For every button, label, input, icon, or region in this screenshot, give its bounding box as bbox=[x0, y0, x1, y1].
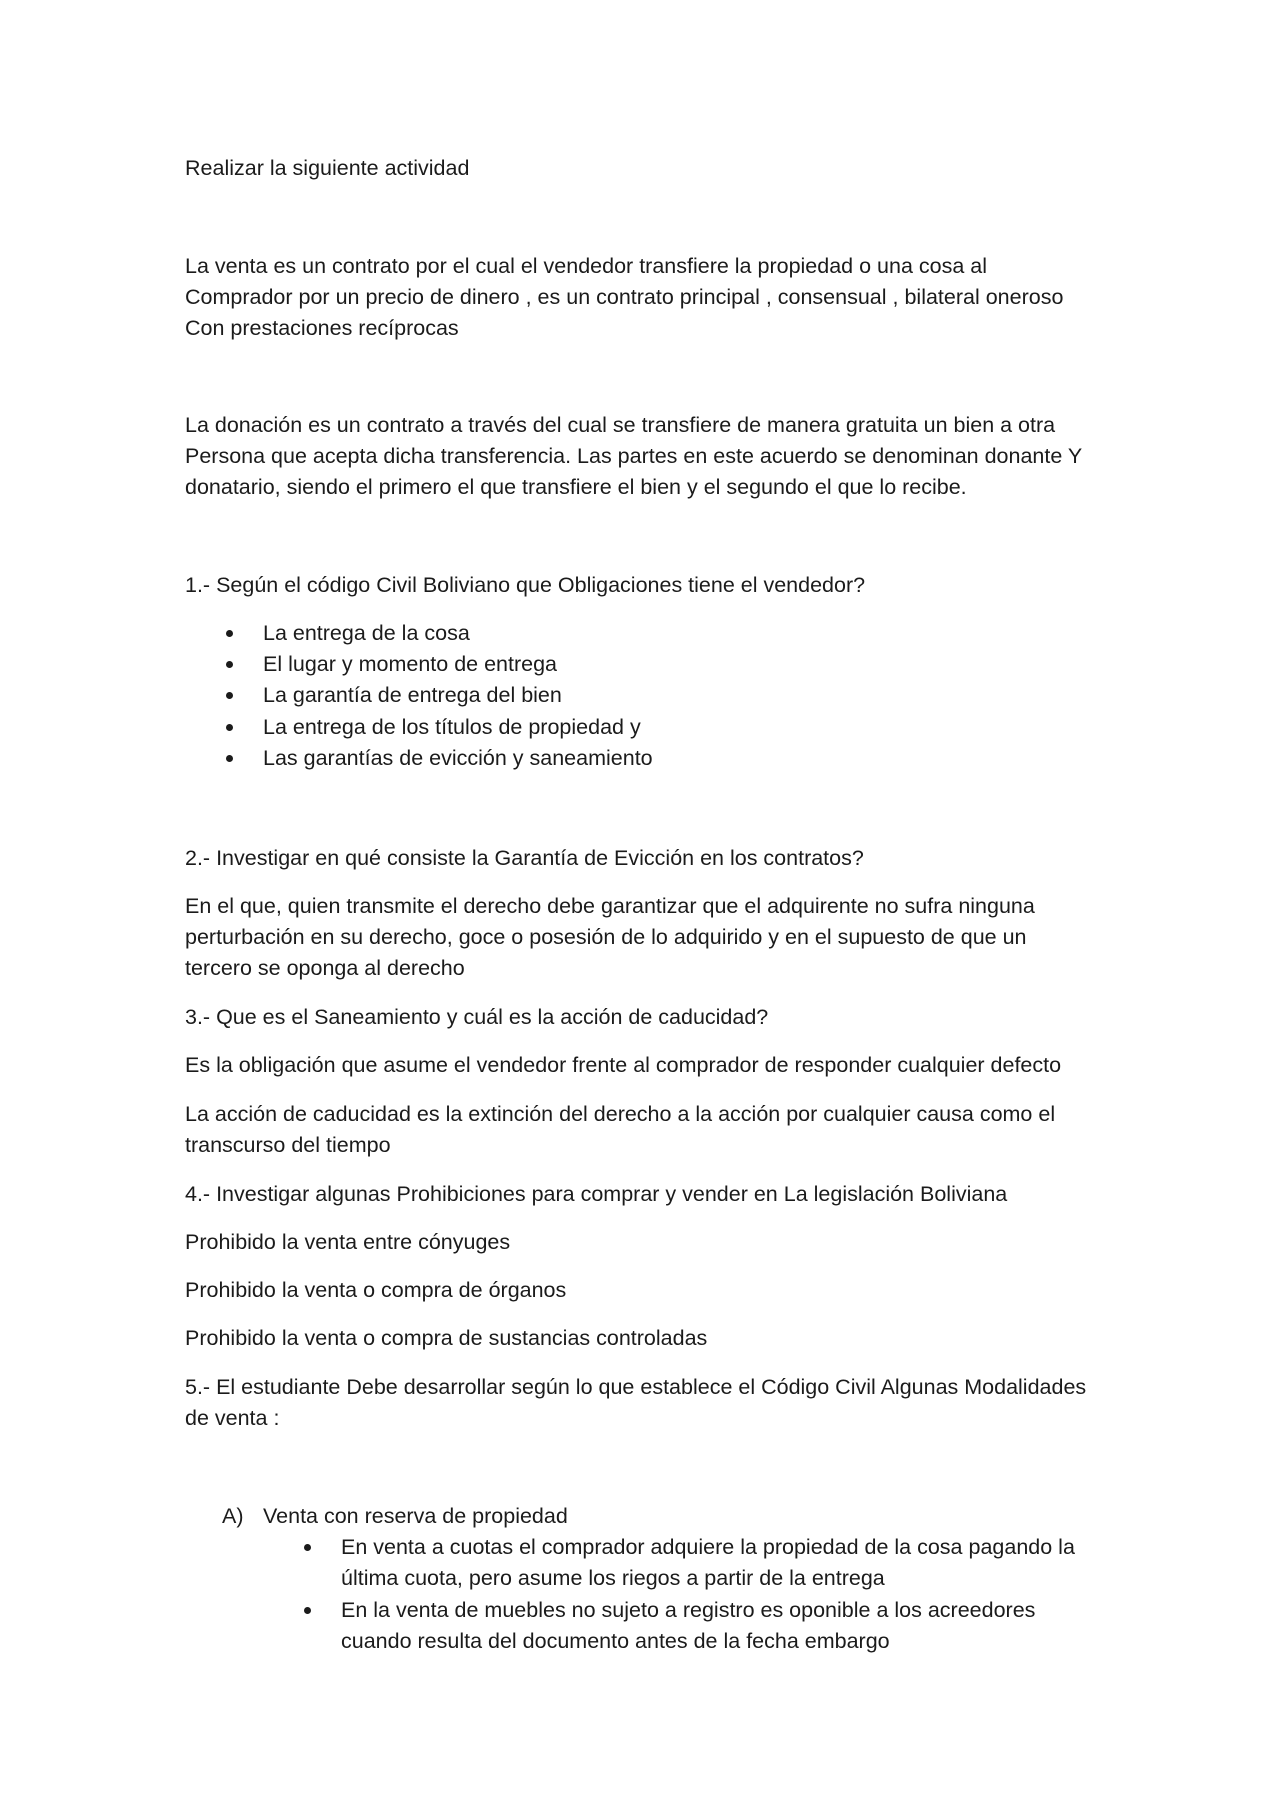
list-item-text: cuando resulta del documento antes de la fecha embargo bbox=[341, 1629, 890, 1653]
list-item-text: El lugar y momento de entrega bbox=[263, 652, 557, 676]
q3-answer-2-line-2: transcurso del tiempo bbox=[185, 1133, 391, 1157]
bullet-icon bbox=[304, 1607, 311, 1614]
q4-answer-3: Prohibido la venta o compra de sustancias controladas bbox=[185, 1326, 708, 1350]
document-heading: Realizar la siguiente actividad bbox=[185, 156, 470, 180]
q3-answer-2-line-1: La acción de caducidad es la extinción del derecho a la acción por cualquier causa como el bbox=[185, 1102, 1056, 1126]
list-item-text: La entrega de los títulos de propiedad y bbox=[263, 715, 641, 739]
donacion-line-1: La donación es un contrato a través del cual se transfiere de manera gratuita un bien a otra bbox=[185, 413, 1056, 437]
bullet-icon bbox=[226, 755, 233, 762]
venta-line-1: La venta es un contrato por el cual el vendedor transfiere la propiedad o una cosa al bbox=[185, 254, 987, 278]
bullet-icon bbox=[226, 724, 233, 731]
question-5-line-2: de venta : bbox=[185, 1406, 280, 1430]
bullet-icon bbox=[226, 630, 233, 637]
item-a-marker: A) bbox=[222, 1504, 244, 1528]
venta-line-2: Comprador por un precio de dinero , es un contrato principal , consensual , bilateral oneroso bbox=[185, 285, 1064, 309]
q4-answer-2: Prohibido la venta o compra de órganos bbox=[185, 1278, 567, 1302]
q2-answer-line-1: En el que, quien transmite el derecho debe garantizar que el adquirente no sufra ninguna bbox=[185, 894, 1035, 918]
venta-line-3: Con prestaciones recíprocas bbox=[185, 316, 459, 340]
list-item-text: En la venta de muebles no sujeto a registro es oponible a los acreedores bbox=[341, 1598, 1036, 1622]
q2-answer-line-3: tercero se oponga al derecho bbox=[185, 956, 465, 980]
bullet-icon bbox=[304, 1544, 311, 1551]
list-item-text: Las garantías de evicción y saneamiento bbox=[263, 746, 653, 770]
q3-answer-1: Es la obligación que asume el vendedor frente al comprador de responder cualquier defecto bbox=[185, 1053, 1062, 1077]
list-item-text: La garantía de entrega del bien bbox=[263, 683, 562, 707]
question-3: 3.- Que es el Saneamiento y cuál es la acción de caducidad? bbox=[185, 1005, 769, 1029]
bullet-icon bbox=[226, 661, 233, 668]
q4-answer-1: Prohibido la venta entre cónyuges bbox=[185, 1230, 511, 1254]
question-1: 1.- Según el código Civil Boliviano que Obligaciones tiene el vendedor? bbox=[185, 573, 866, 597]
question-5-line-1: 5.- El estudiante Debe desarrollar según lo que establece el Código Civil Algunas Modalidades bbox=[185, 1375, 1087, 1399]
question-4: 4.- Investigar algunas Prohibiciones para comprar y vender en La legislación Boliviana bbox=[185, 1182, 1008, 1206]
list-item-text: última cuota, pero asume los riegos a partir de la entrega bbox=[341, 1566, 885, 1590]
bullet-icon bbox=[226, 692, 233, 699]
donacion-line-3: donatario, siendo el primero el que transfiere el bien y el segundo el que lo recibe. bbox=[185, 475, 967, 499]
q2-answer-line-2: perturbación en su derecho, goce o posesión de lo adquirido y en el supuesto de que un bbox=[185, 925, 1027, 949]
list-item-text: La entrega de la cosa bbox=[263, 621, 470, 645]
item-a-title: Venta con reserva de propiedad bbox=[263, 1504, 568, 1528]
donacion-line-2: Persona que acepta dicha transferencia. Las partes en este acuerdo se denominan donante Y bbox=[185, 444, 1083, 468]
list-item-text: En venta a cuotas el comprador adquiere la propiedad de la cosa pagando la bbox=[341, 1535, 1075, 1559]
question-2: 2.- Investigar en qué consiste la Garantía de Evicción en los contratos? bbox=[185, 846, 864, 870]
